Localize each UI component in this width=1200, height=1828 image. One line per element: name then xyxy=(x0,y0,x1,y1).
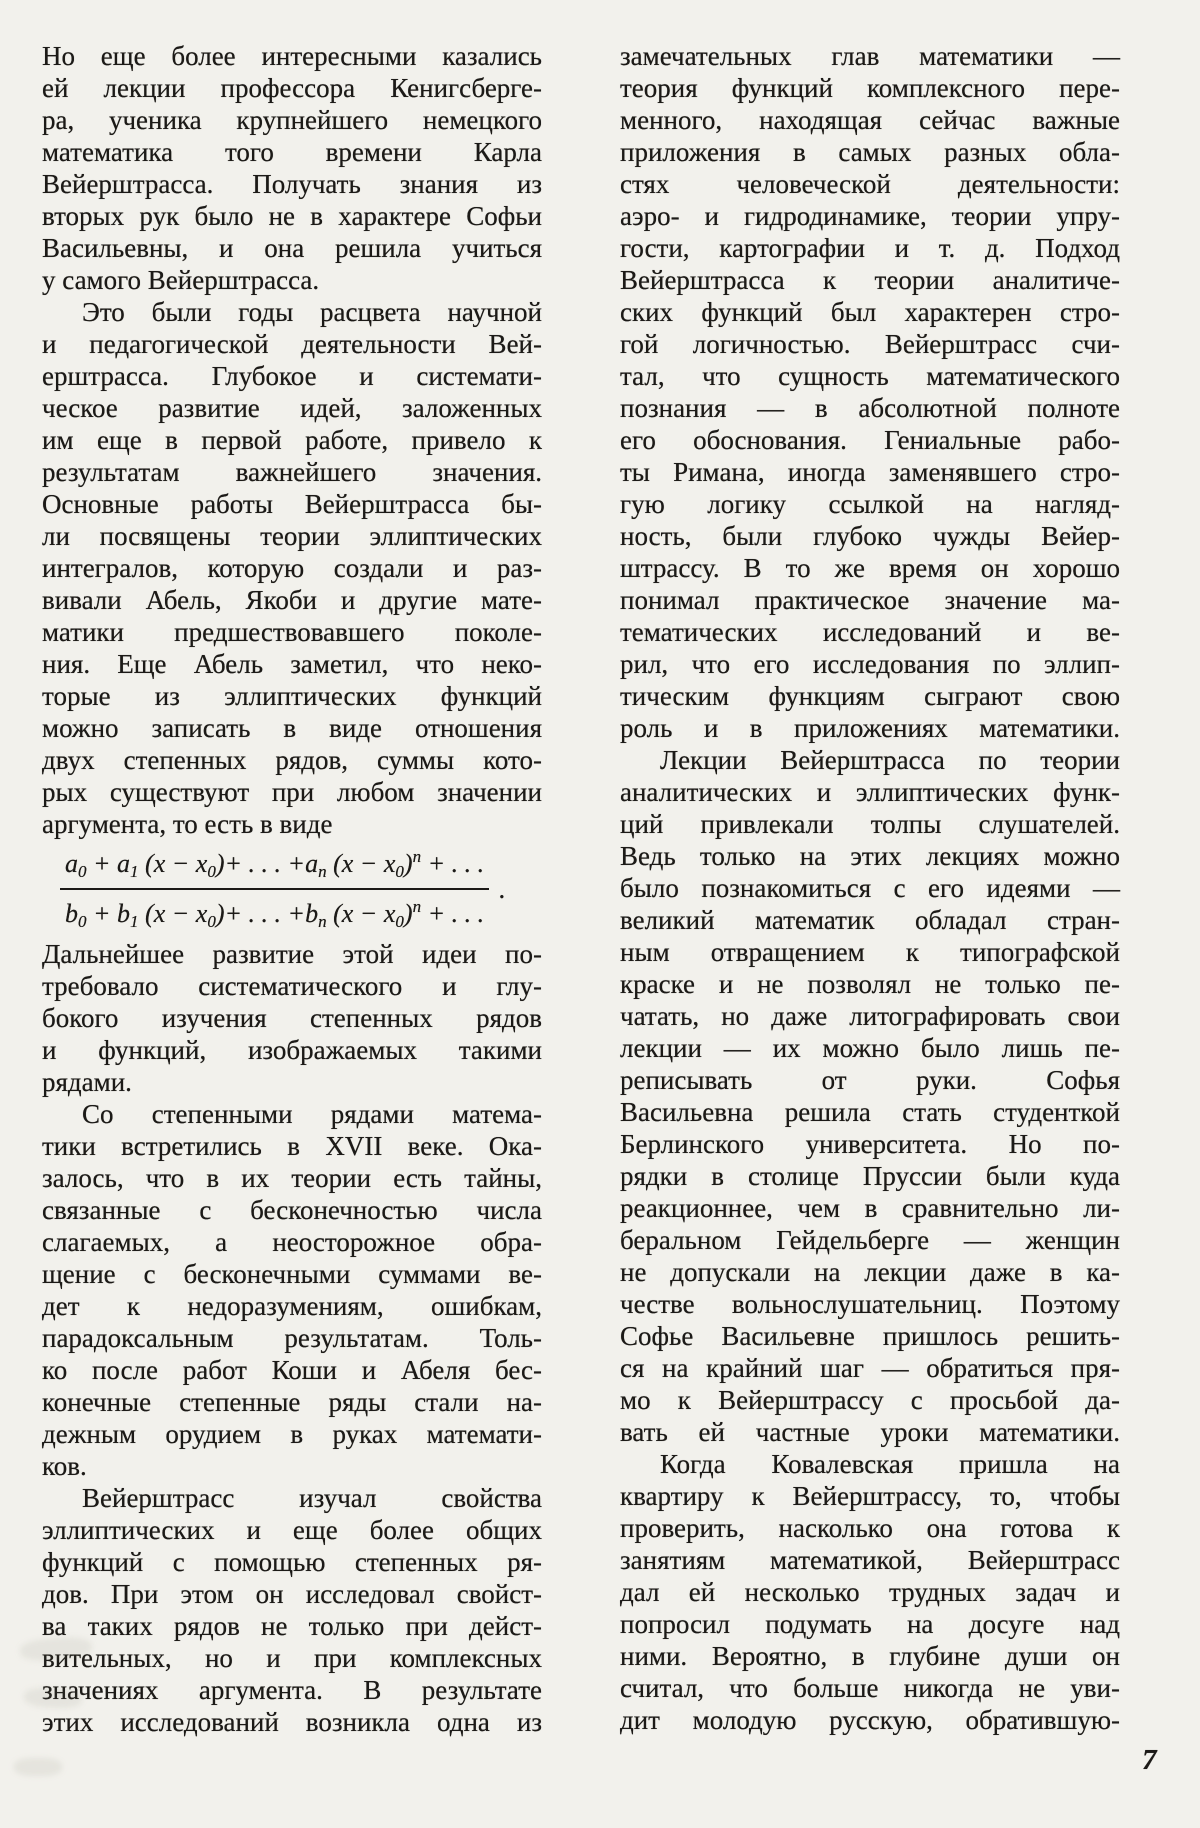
text-line: не допускали на лекции даже в ка- xyxy=(620,1257,1120,1287)
text-line: рядки в столице Пруссии были куда xyxy=(620,1161,1120,1191)
text-line: роль и в приложениях математики. xyxy=(620,713,1120,743)
text-line: залось, что в их теории есть тайны, xyxy=(42,1163,542,1193)
text-line: штрассу. В то же время он хорошо xyxy=(620,553,1120,583)
text-line: понимал практическое значение ма- xyxy=(620,585,1120,615)
text-line: Софье Васильевне пришлось решить- xyxy=(620,1321,1120,1351)
text-line: Основные работы Вейерштрасса бы- xyxy=(42,489,542,519)
text-line: Васильевны, и она решила учиться xyxy=(42,233,542,263)
text-line: эллиптических и еще более общих xyxy=(42,1515,542,1545)
margin-smudge xyxy=(24,1686,83,1709)
text-line: гую логику ссылкой на нагляд- xyxy=(620,489,1120,519)
text-line: у самого Вейерштрасса. xyxy=(42,265,320,295)
text-line: вительных, но и при комплексных xyxy=(42,1643,542,1673)
text-line: ния. Еще Абель заметил, что неко- xyxy=(42,649,542,679)
text-line: Вейерштрасса. Получать знания из xyxy=(42,169,542,199)
text-line: считал, что больше никогда не уви- xyxy=(620,1673,1120,1703)
text-line: проверить, насколько она готова к xyxy=(620,1513,1120,1543)
text-line: бокого изучения степенных рядов xyxy=(42,1003,542,1033)
text-line: ко после работ Коши и Абеля бес- xyxy=(42,1355,542,1385)
formula-numerator: a0 + a1 (x − x0)+ . . . +an $(x - x0)^n$ + . . . xyxy=(65,847,485,881)
text-line: матики предшествовавшего поколе- xyxy=(42,617,542,647)
text-line: дежным орудием в руках математи- xyxy=(42,1419,542,1449)
text-line: аналитических и эллиптических функ- xyxy=(620,777,1120,807)
text-line: Вейерштрасс изучал свойства xyxy=(82,1483,542,1513)
text-line: было познакомиться с его идеями — xyxy=(620,873,1120,903)
text-line: лекции — их можно было лишь пе- xyxy=(620,1033,1120,1063)
text-line: ков. xyxy=(42,1451,87,1481)
text-line: дал ей несколько трудных задач и xyxy=(620,1577,1120,1607)
text-line: ций привлекали толпы слушателей. xyxy=(620,809,1120,839)
text-line: занятиям математикой, Вейерштрасс xyxy=(620,1545,1120,1575)
text-line: Дальнейшее развитие этой идеи по- xyxy=(42,939,542,969)
text-line: связанные с бесконечностью числа xyxy=(42,1195,542,1225)
text-line: ты Римана, иногда заменявшего стро- xyxy=(620,457,1120,487)
fraction xyxy=(60,840,489,938)
left-column xyxy=(42,40,542,1738)
text-line: математика того времени Карла xyxy=(42,137,542,167)
text-line: стях человеческой деятельности: xyxy=(620,169,1120,199)
text-line: тал, что сущность математического xyxy=(620,361,1120,391)
text-line: аргумента, то есть в виде xyxy=(42,809,333,839)
text-line: тики встретились в XVII веке. Ока- xyxy=(42,1131,542,1161)
page-number: 7 xyxy=(1142,1744,1157,1776)
text-line: слагаемых, а неосторожное обра- xyxy=(42,1227,542,1257)
text-line: попросил подумать на досуге над xyxy=(620,1609,1120,1639)
text-line: мо к Вейерштрассу с просьбой да- xyxy=(620,1385,1120,1415)
text-line: его обоснования. Гениальные рабо- xyxy=(620,425,1120,455)
text-line: ей лекции профессора Кенигсберге- xyxy=(42,73,542,103)
text-line: аэро- и гидродинамике, теории упру- xyxy=(620,201,1120,231)
text-line: ских функций был характерен стро- xyxy=(620,297,1120,327)
text-line: Вейерштрасса к теории аналитиче- xyxy=(620,265,1120,295)
text-line: рил, что его исследования по эллип- xyxy=(620,649,1120,679)
text-line: щение с бесконечными суммами ве- xyxy=(42,1259,542,1289)
text-line: беральном Гейдельберге — женщин xyxy=(620,1225,1120,1255)
text-line: ли посвящены теории эллиптических xyxy=(42,521,542,551)
text-line: великий математик обладал стран- xyxy=(620,905,1120,935)
text-line: результатам важнейшего значения. xyxy=(42,457,542,487)
text-line: им еще в первой работе, привело к xyxy=(42,425,542,455)
text-line: дит молодую русскую, обратившую- xyxy=(620,1705,1120,1735)
text-line: значениях аргумента. В результате xyxy=(42,1675,542,1705)
text-line: двух степенных рядов, суммы кото- xyxy=(42,745,542,775)
text-line: Ведь только на этих лекциях можно xyxy=(620,841,1120,871)
text-line: ность, были глубоко чужды Вейер- xyxy=(620,521,1120,551)
text-line: теория функций комплексного пере- xyxy=(620,73,1120,103)
text-line: краске и не позволял не только пе- xyxy=(620,969,1120,999)
text-line: приложения в самых разных обла- xyxy=(620,137,1120,167)
text-line: реакционнее, чем в сравнительно ли- xyxy=(620,1193,1120,1223)
text-line: вать ей частные уроки математики. xyxy=(620,1417,1120,1447)
text-line: чатать, но даже литографировать свои xyxy=(620,1001,1120,1031)
text-line: ва таких рядов не только при дейст- xyxy=(42,1611,542,1641)
text-line: и функций, изображаемых такими xyxy=(42,1035,542,1065)
text-line: гости, картографии и т. д. Подход xyxy=(620,233,1120,263)
text-line: рядами. xyxy=(42,1067,132,1097)
text-line: вивали Абель, Якоби и другие мате- xyxy=(42,585,542,615)
right-column xyxy=(620,40,1120,1736)
text-line: этих исследований возникла одна из xyxy=(42,1707,542,1737)
text-line: Когда Ковалевская пришла на xyxy=(660,1449,1120,1479)
text-line: Васильевна решила стать студенткой xyxy=(620,1097,1120,1127)
text-line: интегралов, которую создали и раз- xyxy=(42,553,542,583)
text-line: ра, ученика крупнейшего немецкого xyxy=(42,105,542,135)
text-line: вторых рук было не в характере Софьи xyxy=(42,201,542,231)
text-line: Со степенными рядами матема- xyxy=(82,1099,542,1129)
text-line: познания — в абсолютной полноте xyxy=(620,393,1120,423)
text-line: замечательных глав математики — xyxy=(620,41,1120,71)
text-line: Берлинского университета. Но по- xyxy=(620,1129,1120,1159)
text-line: рых существуют при любом значении xyxy=(42,777,542,807)
text-line: ними. Вероятно, в глубине души он xyxy=(620,1641,1120,1671)
text-line: ным отвращением к типографской xyxy=(620,937,1120,967)
text-line: функций с помощью степенных ря- xyxy=(42,1547,542,1577)
text-line: гой логичностью. Вейерштрасс счи- xyxy=(620,329,1120,359)
text-line: дов. При этом он исследовал свойст- xyxy=(42,1579,542,1609)
text-line: Это были годы расцвета научной xyxy=(82,297,542,327)
text-line: требовало систематического и глу- xyxy=(42,971,542,1001)
margin-smudge xyxy=(14,1758,62,1776)
text-line: тическим функциям сыграют свою xyxy=(620,681,1120,711)
text-line: Но еще более интересными казались xyxy=(42,41,542,71)
text-line: можно записать в виде отношения xyxy=(42,713,542,743)
text-line: и педагогической деятельности Вей- xyxy=(42,329,542,359)
text-line: ерштрасса. Глубокое и системати- xyxy=(42,361,542,391)
text-line: ческое развитие идей, заложенных xyxy=(42,393,542,423)
text-line: честве вольнослушательниц. Поэтому xyxy=(620,1289,1120,1319)
text-line: конечные степенные ряды стали на- xyxy=(42,1387,542,1417)
text-line: дет к недоразумениям, ошибкам, xyxy=(42,1291,542,1321)
text-line: парадоксальным результатам. Толь- xyxy=(42,1323,542,1353)
text-line: тематических исследований и ве- xyxy=(620,617,1120,647)
formula-denominator: b0 + b1 (x − x0)+ . . . +bn $(x - x0)^n$ + . . . xyxy=(60,888,489,938)
text-line: Лекции Вейерштрасса по теории xyxy=(660,745,1120,775)
formula-period: . xyxy=(499,873,506,904)
text-line: торые из эллиптических функций xyxy=(42,681,542,711)
text-line: менного, находящая сейчас важные xyxy=(620,105,1120,135)
power-series-ratio-formula xyxy=(60,847,542,931)
text-line: реписывать от руки. Софья xyxy=(620,1065,1120,1095)
text-line: ся на крайний шаг — обратиться пря- xyxy=(620,1353,1120,1383)
text-line: квартиру к Вейерштрассу, то, чтобы xyxy=(620,1481,1120,1511)
